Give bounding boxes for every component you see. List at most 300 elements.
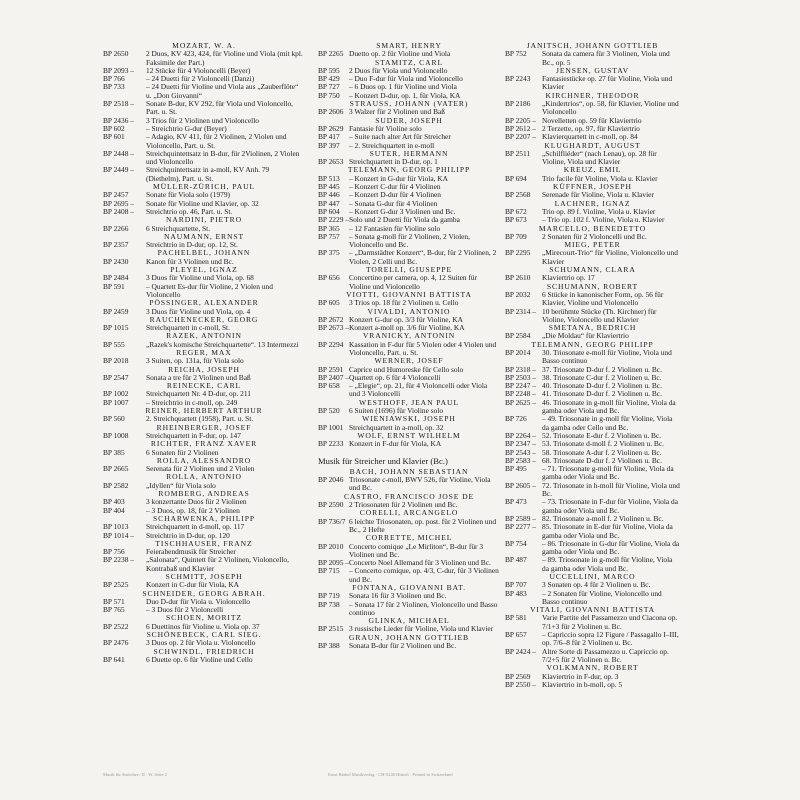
catalog-number: BP 2247 – [505,381,536,391]
footer-publisher-line: Ernst Bärbel Musikverlag · CH-5240 Hinwil · Printed in Switzerland [328,772,453,777]
catalog-number: BP 487 [505,555,527,565]
work-title: – Streichtrio G-dur (Beyer) [146,123,227,133]
catalog-number: BP 2511 [505,148,531,158]
catalog-number: BP 2605 – [505,480,536,490]
catalog-entry [103,656,305,664]
work-title: 2 Triosonaten für 2 Violinen und Bc. [349,500,458,510]
catalog-number: BP 2407 – [318,372,349,382]
composer-heading: RAZEK, ANTONIN [166,331,242,341]
composer-heading: KÜFFNER, JOSEPH [553,182,632,192]
composer-heading: SCHNEIDER, GEORG ABRAH. [142,588,266,598]
composer-heading: NAUMANN, ERNST [163,231,245,241]
catalog-number: BP 473 [505,497,527,507]
catalog-entry [505,349,680,366]
work-title: 68. Triosonate D-dur f. 2 Violinen u. Bc. [542,455,662,465]
catalog-number: BP 2590 [318,500,344,510]
catalog-number: BP 2018 [103,356,129,366]
composer-heading: MIEG, PETER [564,240,621,250]
catalog-number: BP 2294 [318,339,344,349]
work-title: Streichtrio in D-dur, op. 12, St. [146,240,238,250]
work-title: Streichquartett in a-moll, op. 32 [349,422,444,432]
catalog-entry [318,642,500,650]
work-title: – Quartett Es-dur für Violine, 2 Violen und Violoncello [146,281,273,299]
catalog-number: BP 2266 [103,223,129,233]
work-title: „Razek's komische Streichquartette“. 13 Intermezzi [146,339,299,349]
catalog-number: BP 2318 – [505,364,536,374]
work-title: – 86. Triosonate in G-dur für Violine, Viola da gamba oder Viola und Bc. [542,538,680,557]
work-title: – Suite nach alter Art für Streicher [349,132,451,142]
catalog-number: BP 2314 – [505,306,536,316]
composer-heading: GLINKA, MICHAEL [368,616,450,626]
work-title: Serenade für Violine, Viola u. Klavier [542,190,654,200]
catalog-number: BP 2583 – [505,455,536,465]
catalog-number: BP 447 [318,198,340,208]
composer-heading: RAUCHENECKER, GEORG [149,314,259,324]
work-title: – „Elegie“, op. 21, für 4 Violoncelli oder Viola und 3 Violoncelli [349,381,488,399]
catalog-number: BP 2457 [103,190,129,200]
catalog-number: BP 2543 – [505,447,536,457]
work-title: – Konzert C-dur für 4 Violinen [349,182,441,192]
work-title: 58. Triosonate A-dur f. 2 Violinen u. Bc. [542,447,662,457]
catalog-entry [505,308,680,325]
catalog-number: BP 605 [318,298,340,308]
composer-heading: UCCELLINI, MARCO [549,572,636,581]
catalog-entry [505,523,680,540]
work-title: Kassation in F-dur für 5 Violen oder 4 Violen und Violoncello, Part. u. St. [349,339,497,357]
catalog-entry [505,75,680,92]
catalog-number: BP 591 [103,281,125,291]
catalog-number: BP 2629 [318,123,344,133]
composer-heading: ROLLA, ANTONIO [166,472,242,482]
work-title: 2 Duos, KV 423, 424, für Violine und Viola (mit kpl. Faksimile der Part.) [146,49,303,67]
catalog-number: BP 736/7 [318,516,346,526]
catalog-number: BP 601 [103,132,125,142]
composer-heading: SCHUMANN, ROBERT [546,281,639,291]
work-title: Quartett op. 6 für 4 Violoncelli [349,372,441,382]
catalog-number: BP 719 [318,591,340,601]
catalog-number: BP 2582 [103,480,129,490]
catalog-number: BP 1002 [103,389,129,399]
catalog-entry [505,249,680,266]
catalog-number: BP 483 [505,588,527,598]
composer-heading: SCHWINDL, FRIEDRICH [153,646,255,656]
catalog-entry [318,476,500,493]
catalog-number: BP 2277 – [505,522,536,532]
catalog-entry [103,83,305,100]
catalog-number: BP 707 [505,580,527,590]
composer-heading: RHEINBERGER, JOSEF [156,422,252,432]
work-title: Streichtrio op. 46, Part. u. St. [146,206,233,216]
work-title: Konzert G-dur op. 3/3 für Violine, KA [349,314,463,324]
catalog-entry [318,518,500,535]
catalog-number: BP 715 [318,566,340,576]
catalog-entry [505,50,680,67]
catalog-number: BP 2612 – [505,123,536,133]
catalog-number: BP 375 [318,248,340,258]
work-title: Fantasie für Violine solo [349,123,422,133]
composer-heading: VIVALDI, ANTONIO [367,306,451,316]
catalog-number: BP 750 [318,90,340,100]
catalog-number: BP 560 [103,414,125,424]
catalog-number: BP 2436 – [103,115,134,125]
composer-heading: REINECKE, CARL [166,381,242,391]
catalog-number: BP 2295 [505,248,531,258]
catalog-number: BP 726 [505,414,527,424]
catalog-number: BP 727 [318,82,340,92]
work-title: – 3 Duos, op. 18, für 2 Violinen [146,505,240,515]
work-title: – Streichtrio in c-moll, op. 249 [146,397,238,407]
catalog-entry [318,233,500,250]
catalog-number: BP 2186 [505,99,531,109]
work-title: Klavierquartett in c-moll, op. 84 [542,132,638,142]
work-title: Streichquartett in d-moll, op. 117 [146,522,245,532]
catalog-number: BP 2095 – [318,558,349,568]
catalog-number: BP 404 [103,505,125,515]
catalog-number: BP 417 [318,132,340,142]
work-title: 3 Trios für 2 Violinen und Violoncello [146,115,259,125]
catalog-number: BP 2695 – [103,198,134,208]
catalog-entry [505,681,680,689]
catalog-number: BP 555 [103,339,125,349]
work-title: 2 Sonaten für 2 Violoncelli und Bc. [542,231,647,241]
catalog-number: BP 2032 [505,289,531,299]
composer-heading: NARDINI, PIETRO [166,215,242,225]
catalog-number: BP 1013 [103,522,129,532]
work-title: – „Darmstädter Konzert“, B-dur, für 2 Violinen, 2 Violen, 2 Celli und Bc. [349,248,497,266]
work-title: 6 Streichquartette, St. [146,223,211,233]
catalog-entry [318,440,500,448]
work-title: – 2. Streichquartett in e-moll [349,140,435,150]
work-title: „Schilfliéder“ (nach Lenau), op. 28 für Violine, Viola und Klavier [542,148,657,167]
catalog-number: BP 2591 [318,364,344,374]
catalog-number: BP 709 [505,231,527,241]
catalog-number: BP 2229 – [318,215,349,225]
work-title: Konzert in F-dur für Viola, KA [349,439,442,449]
catalog-number: BP 2430 [103,256,129,266]
work-title: Streichquartett in D-dur, op. 1 [349,157,438,167]
work-title: 30. Triosonate e-moll für Violine, Viola und Basso continuo [542,347,672,366]
catalog-number: BP 2606 [318,107,344,117]
catalog-number: BP 2650 [103,49,129,59]
catalog-number: BP 2238 – [103,555,134,565]
catalog-number: BP 1007 [103,397,129,407]
work-title: Duo D-dur für Viola u. Violoncello [146,596,250,606]
work-title: – 3 Duos für 2 Violoncelli [146,605,224,615]
composer-heading: WOLF, ERNST WILHELM [357,430,461,440]
catalog-number: BP 2515 [318,624,344,634]
composer-heading: SCHMITT, JOSEPH [165,572,243,581]
catalog-entry [318,567,500,584]
work-title: 12 Stücke für 4 Violoncelli (Beyer) [146,65,251,75]
catalog-number: BP 2014 [505,347,531,357]
work-title: 37. Triosonate D-dur f. 2 Violinen u. Bc. [542,364,662,374]
work-title: 6 Stücke in kanonischer Form, op. 56 für Klavier, Violine und Violoncello [542,289,664,308]
work-title: Varie Partite del Passamezzo und Ciacona op. 7/1+3 für 2 Violinen u. Bc. [542,613,678,631]
catalog-number: BP 602 [103,123,125,133]
catalog-entry [318,249,500,266]
catalog-number: BP 694 [505,173,527,183]
work-title: Concertino per camera, op. 4, 12 Suiten für Violine und Violoncello [349,273,478,291]
catalog-number: BP 581 [505,613,527,623]
composer-heading: LACHNER, IGNAZ [554,198,631,208]
catalog-number: BP 513 [318,173,340,183]
work-title: – Capriccio sopra 12 Figure / Passagallo I–III, op. 7/6–8 für 2 Violinen u. Bc. [542,630,679,648]
work-title: 2 Terzette, op. 97, für Klaviertrio [542,123,640,133]
work-title: 52. Triosonate E-dur f. 2 Violinen u. Bc. [542,430,662,440]
catalog-number: BP 641 [103,654,125,664]
work-title: „Mirecourt-Trio“ für Violine, Violoncello und Klavier [542,248,678,266]
catalog-number: BP 2625 – [505,397,536,407]
catalog-entry [505,540,680,557]
work-title: 38. Triosonate C-dur f. 2 Violinen u. Bc. [542,372,662,382]
composer-heading: BACH, JOHANN SEBASTIAN [349,466,469,476]
catalog-entry [103,166,305,183]
catalog-number: BP 2093 – [103,65,134,75]
composer-heading: CORELLI, ARCANGELO [359,508,459,518]
composer-heading: TORELLI, GIUSEPPE [365,265,453,275]
work-title: 6 Duette op. 6 für Violine und Cello [146,654,253,664]
work-title: 3 Suiten, op. 131a, für Viola solo [146,356,244,366]
work-title: 3 Walzer für 2 Violinen und Baß [349,107,445,117]
catalog-entry [505,648,680,665]
work-title: Trio facile für Violine, Viola u. Klavier [542,173,658,183]
work-title: – Duo F-dur für Viola und Violoncello [349,74,463,84]
work-title: Caprice und Humoreske für Cello solo [349,364,464,374]
work-title: „Kindertrios“, op. 58, für Klavier, Violine und Violoncello [542,99,679,117]
catalog-entry [318,274,500,291]
composer-heading: CORRETTE, MICHEL [365,533,453,543]
work-title: Sonata 16 für 3 Violinen und Bc. [349,591,447,601]
catalog-number: BP 766 [103,74,125,84]
work-title: Konzert in C-dur für Viola, KA [146,580,240,590]
work-title: Sonata a tre für 2 Violinen und Baß [146,372,251,382]
work-title: 72. Triosonate in h-moll für Violine, Viola und Bc. [542,480,680,499]
composer-heading: SUTER, HERMANN [369,148,449,158]
catalog-number: BP 446 [318,190,340,200]
catalog-number: BP 2459 [103,306,129,316]
catalog-number: BP 445 [318,182,340,192]
work-title: Solo und 2 Duetti für Viola da gamba [349,215,460,225]
catalog-number: BP 1001 [318,422,344,432]
work-title: 53. Triosonate d-moll f. 2 Violinen u. Bc. [542,439,664,449]
catalog-number: BP 738 [318,599,340,609]
work-title: – Konzert G-dur 3 Violinen und Bc. [349,206,456,216]
catalog-number: BP 388 [318,641,340,651]
work-title: – Sonata 17 für 2 Violinen, Violoncello und Basso continuo [349,599,498,617]
composer-heading: KLUGHARDT, AUGUST [544,140,641,150]
work-title: Triosonate c-moll, BWV 526, für Violine, Viola und Bc. [349,475,491,493]
catalog-number: BP 2665 [103,464,129,474]
work-title: 3 Duos op. 2 für Viola u. Violoncello [146,638,256,648]
catalog-number: BP 1015 [103,323,129,333]
composer-heading: VITALI, GIOVANNI BATTISTA [529,605,656,615]
catalog-entry [505,415,680,432]
composer-heading: MARCELLO, BENEDETTO [538,223,647,233]
work-title: 41. Triosonate D-dur f. 2 Violinen u. Bc. [542,389,662,399]
catalog-entry [318,341,500,358]
catalog-number: BP 757 [318,231,340,241]
work-title: 3 Duos für Violine und Viola, op. 4 [146,306,251,316]
composer-heading: STAMITZ, CARL [374,57,444,67]
catalog-number: BP 2525 [103,580,129,590]
composer-heading: TELEMANN, GEORG PHILIPP [531,339,654,349]
work-title: Concerto Noel Allemand für 3 Violinen und Bc. [349,558,491,568]
section-heading: Musik für Streicher und Klavier (Bc.) [318,455,448,466]
composer-heading: TELEMANN, GEORG PHILIPP [347,165,471,175]
catalog-number: BP 2265 [318,49,344,59]
catalog-entry [318,543,500,560]
catalog-number: BP 2357 [103,240,129,250]
catalog-number: BP 2547 [103,372,129,382]
work-title: Duetto op. 2 für Violine und Viola [349,49,451,59]
catalog-number: BP 672 [505,206,527,216]
catalog-number: BP 2449 – [103,165,134,175]
work-title: Streichquintettsatz in B-dur, für 2Violinen, 2 Violen und Violoncello [146,148,300,167]
catalog-number: BP 365 [318,223,340,233]
work-title: – Sonata G-dur für 4 Violinen [349,198,438,208]
catalog-number: BP 754 [505,538,527,548]
composer-heading: WIENIAWSKI, JOSEPH [362,414,456,424]
work-title: Novelletten op. 59 für Klaviertrio [542,115,642,125]
work-title: 3 konzertante Duos für 2 Violinen [146,497,247,507]
composer-heading: KIRCHNER, THEODOR [545,90,640,100]
work-title: Streichquartett Nr. 4 D-dur, op. 211 [146,389,251,399]
composer-heading: SCHUMANN, CLARA [549,265,636,275]
work-title: Serenata für 2 Violinen und 2 Violen [146,464,255,474]
work-title: „Idyllen“ für Viola solo [146,480,216,490]
catalog-entry [505,498,680,515]
catalog-number: BP 2347 – [505,439,536,449]
composer-heading: SCHOEN, MORITZ [166,613,242,623]
work-title: „Salonata“, Quintett für 2 Violinen, Violoncello, Kontrabaß und Klavier [146,555,289,573]
catalog-number: BP 2589 – [505,513,536,523]
catalog-number: BP 673 [505,215,527,225]
catalog-number: BP 658 [318,381,340,391]
composer-heading: REINER, HERBERT ARTHUR [145,406,263,416]
catalog-number: BP 397 [318,140,340,150]
catalog-entry [505,614,680,631]
catalog-number: BP 2264 – [505,430,536,440]
composer-heading: KREUZ, EMIL [563,165,622,175]
work-title: 82. Triosonate a-moll f. 2 Violinen u. Bc. [542,513,664,523]
catalog-entry [318,382,500,399]
catalog-number: BP 495 [505,464,527,474]
work-title: 6 Sonaten für 2 Violinen [146,447,219,457]
composer-heading: RICHTER, FRANZ XAVER [150,439,258,449]
composer-heading: SCHARWENKA, PHILIPP [153,513,255,523]
catalog-entry [103,133,305,150]
work-title: Kanon für 3 Violinen und Bc. [146,256,234,266]
catalog-number: BP 2522 [103,621,129,631]
work-title: 46. Triosonate in g-moll für Violine, Viola da gamba oder Viola und Bc. [542,397,676,416]
catalog-number: BP 2610 [505,273,531,283]
catalog-number: BP 604 [318,206,340,216]
work-title: Streichtrio in D-dur, op. 120 [146,530,230,540]
work-title: 3 russische Lieder für Violine, Viola und Klavier [349,624,494,634]
work-title: 6 Suiten (1696) für Violine solo [349,406,444,416]
catalog-number: BP 429 [318,74,340,84]
work-title: 6 Duettinos für Violine u. Viola op. 37 [146,621,260,631]
work-title: Konzert a-moll op. 3/6 für Violine, KA [349,323,465,333]
work-title: Trio op. 89 f. Violine, Viola u. Klavier [542,206,656,216]
catalog-entry [505,465,680,482]
composer-heading: WESTHOFF, JEAN PAUL [359,397,459,407]
work-title: Concerto comique „Le Mirliton“, B-dur für 3 Violinen und Bc. [349,541,484,559]
footer-catalog-reference: Musik für Streicher / II · W. Seite 2 [103,772,167,777]
catalog-number: BP 2518 – [103,99,134,109]
work-title: – Konzert D-dur für 4 Violinen [349,190,441,200]
catalog-number: BP 2584 [505,331,531,341]
catalog-number: BP 595 [318,65,340,75]
catalog-entry [505,556,680,573]
composer-heading: VIOTTI, GIOVANNI BATTISTA [346,289,472,299]
catalog-number: BP 657 [505,630,527,640]
work-title: 3 Trios op. 18 für 2 Violinen u. Cello [349,298,459,308]
composer-heading: PLEYEL, IGNAZ [170,265,238,275]
work-title: Klaviertrio op. 17 [542,273,595,283]
composer-heading: REICHA, JOSEPH [168,364,240,374]
work-title: – 49. Triosonate in g-moll für Violine, Viola da gamba oder Cello und Bc. [542,414,673,432]
work-title: – Konzert in G-dur für Viola, KA [349,173,448,183]
work-title: 3 Duos für Violine und Viola, op. 68 [146,273,254,283]
work-title: Klaviertrio in b-moll, op. 5 [542,679,623,689]
catalog-number: BP 2233 [318,439,344,449]
composer-heading: TISCHHAUSER, FRANZ [155,538,253,548]
work-title: – Sonata g-moll für 2 Violinen, 2 Violen, Violoncello und Bc. [349,231,470,250]
composer-heading: SCHÖNEBECK, CARL SIEG. [146,630,262,640]
catalog-entry [103,100,305,117]
catalog-number: BP 1014 – [103,530,134,540]
work-title: – 71. Triosonate g-moll für Violine, Viola da gamba oder Viola und Bc. [542,464,674,482]
catalog-number: BP 2448 – [103,148,134,158]
catalog-number: BP 2046 [318,475,344,485]
composer-heading: ROLLA, ALESSANDRO [156,455,252,465]
work-title: Streichquartett in F-dur, op. 147 [146,430,241,440]
catalog-entry [505,150,680,167]
work-title: Streichquintettsatz in a-moll, KV Anh. 79 (Diethelm), Part. u. St. [146,165,270,183]
catalog-entry [505,291,680,308]
work-title: Sonate für Violine und Klavier, op. 32 [146,198,259,208]
work-title: 85. Triosonate in E-dur für Violine, Viola da gamba oder Viola und Bc. [542,522,673,540]
work-title: – 6 Duos op. 1 für Violine und Viola [349,82,457,92]
composer-heading: FONTANA, GIOVANNI BAT. [352,583,466,592]
catalog-number: BP 2207 – [505,132,536,142]
catalog-entry [505,482,680,499]
catalog-number: BP 2248 – [505,389,536,399]
work-title: – Trio op. 102 f. Violine, Viola u. Klavier [542,215,665,225]
composer-heading: JENSEN, GUSTAV [555,65,630,75]
catalog-number: BP 2243 [505,74,531,84]
work-title: Klaviertrio in F-dur, op. 3 [542,671,619,681]
work-title: 6 leichte Triosonaten, op. post. für 2 Violinen und Bc., 2 Hefte [349,516,497,534]
work-title: Sonate für Viola solo (1979) [146,190,230,200]
work-title: Fantasiestücke op. 27 für Violine, Viola und Klavier [542,74,673,92]
catalog-number: BP 2476 [103,638,129,648]
catalog-number: BP 2424 – [505,646,536,656]
work-title: – 2 Sonaten für Violine, Violoncello und Basso continuo [542,588,662,606]
catalog-column-right [505,42,680,689]
catalog-number: BP 756 [103,547,125,557]
composer-heading: GRAUN, JOHANN GOTTLIEB [349,632,469,642]
catalog-number: BP 2672 [318,314,344,324]
catalog-entry [505,631,680,648]
work-title: 40. Triosonate D-dur f. 2 Violinen u. Bc. [542,381,662,391]
composer-heading: VRANICKY, ANTONIN [362,331,456,341]
catalog-number: BP 2673 – [318,323,349,333]
work-title: 3 Sonaten op. 4 für 2 Violinen u. Bc. [542,580,651,590]
work-title: – 89. Triosonate in g-moll für Violine, Viola da gamba oder Viola und Bc. [542,555,673,573]
catalog-number: BP 2569 [505,671,531,681]
